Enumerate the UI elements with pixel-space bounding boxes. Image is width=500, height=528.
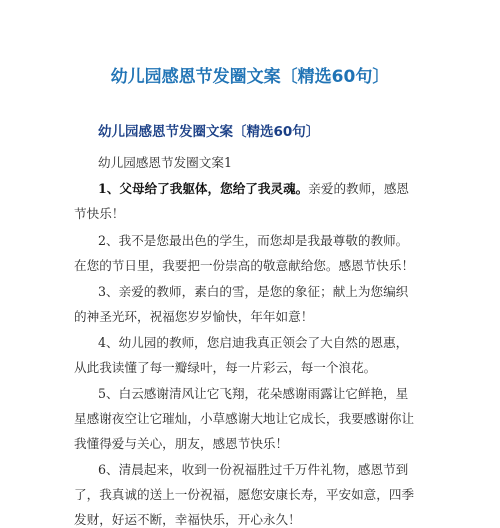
paragraph-2-line-1: 2、我不是您最出色的学生，而您却是我最尊敬的教师。 xyxy=(98,233,409,248)
paragraph-1-rest: 亲爱的教师，感恩 xyxy=(308,181,410,196)
paragraph-5-line-3: 我懂得爱与关心，朋友，感恩节快乐！ xyxy=(74,436,289,451)
paragraph-6-line-2: 了，我真诚的送上一份祝福，愿您安康长寿，平安如意，四季 xyxy=(74,487,415,502)
section-heading: 幼儿园感恩节发圈文案〔精选60句〕 xyxy=(98,124,320,140)
paragraph-3-line-1: 3、亲爱的教师，素白的雪，是您的象征；献上为您编织 xyxy=(98,284,409,299)
intro-line: 幼儿园感恩节发圈文案1 xyxy=(98,155,232,170)
paragraph-5-line-1: 5、白云感谢清风让它飞翔，花朵感谢雨露让它鲜艳，星 xyxy=(98,386,409,401)
document-title: 幼儿园感恩节发圈文案〔精选60句〕 xyxy=(110,67,390,87)
paragraph-3-line-2: 的神圣光环，祝福您岁岁愉快，年年如意！ xyxy=(74,309,314,324)
paragraph-4-line-1: 4、幼儿园的教师，您启迪我真正领会了大自然的恩惠， xyxy=(98,335,409,350)
paragraph-6-line-3: 发财，好运不断，幸福快乐，开心永久！ xyxy=(74,512,301,527)
paragraph-5-line-2: 星感谢夜空让它璀灿，小草感谢大地让它成长，我要感谢你让 xyxy=(74,411,415,426)
paragraph-1-line-2: 节快乐！ xyxy=(74,206,125,221)
paragraph-1-bold: 1、父母给了我躯体，您给了我灵魂。 xyxy=(98,181,309,196)
paragraph-4-line-2: 从此我读懂了每一瓣绿叶，每一片彩云，每一个浪花。 xyxy=(74,360,377,375)
paragraph-2-line-2: 在您的节日里，我要把一份崇高的敬意献给您。感恩节快乐！ xyxy=(74,258,415,273)
paragraph-6-line-1: 6、清晨起来，收到一份祝福胜过千万件礼物，感恩节到 xyxy=(98,462,409,477)
paragraph-1-line-1 xyxy=(98,178,409,197)
